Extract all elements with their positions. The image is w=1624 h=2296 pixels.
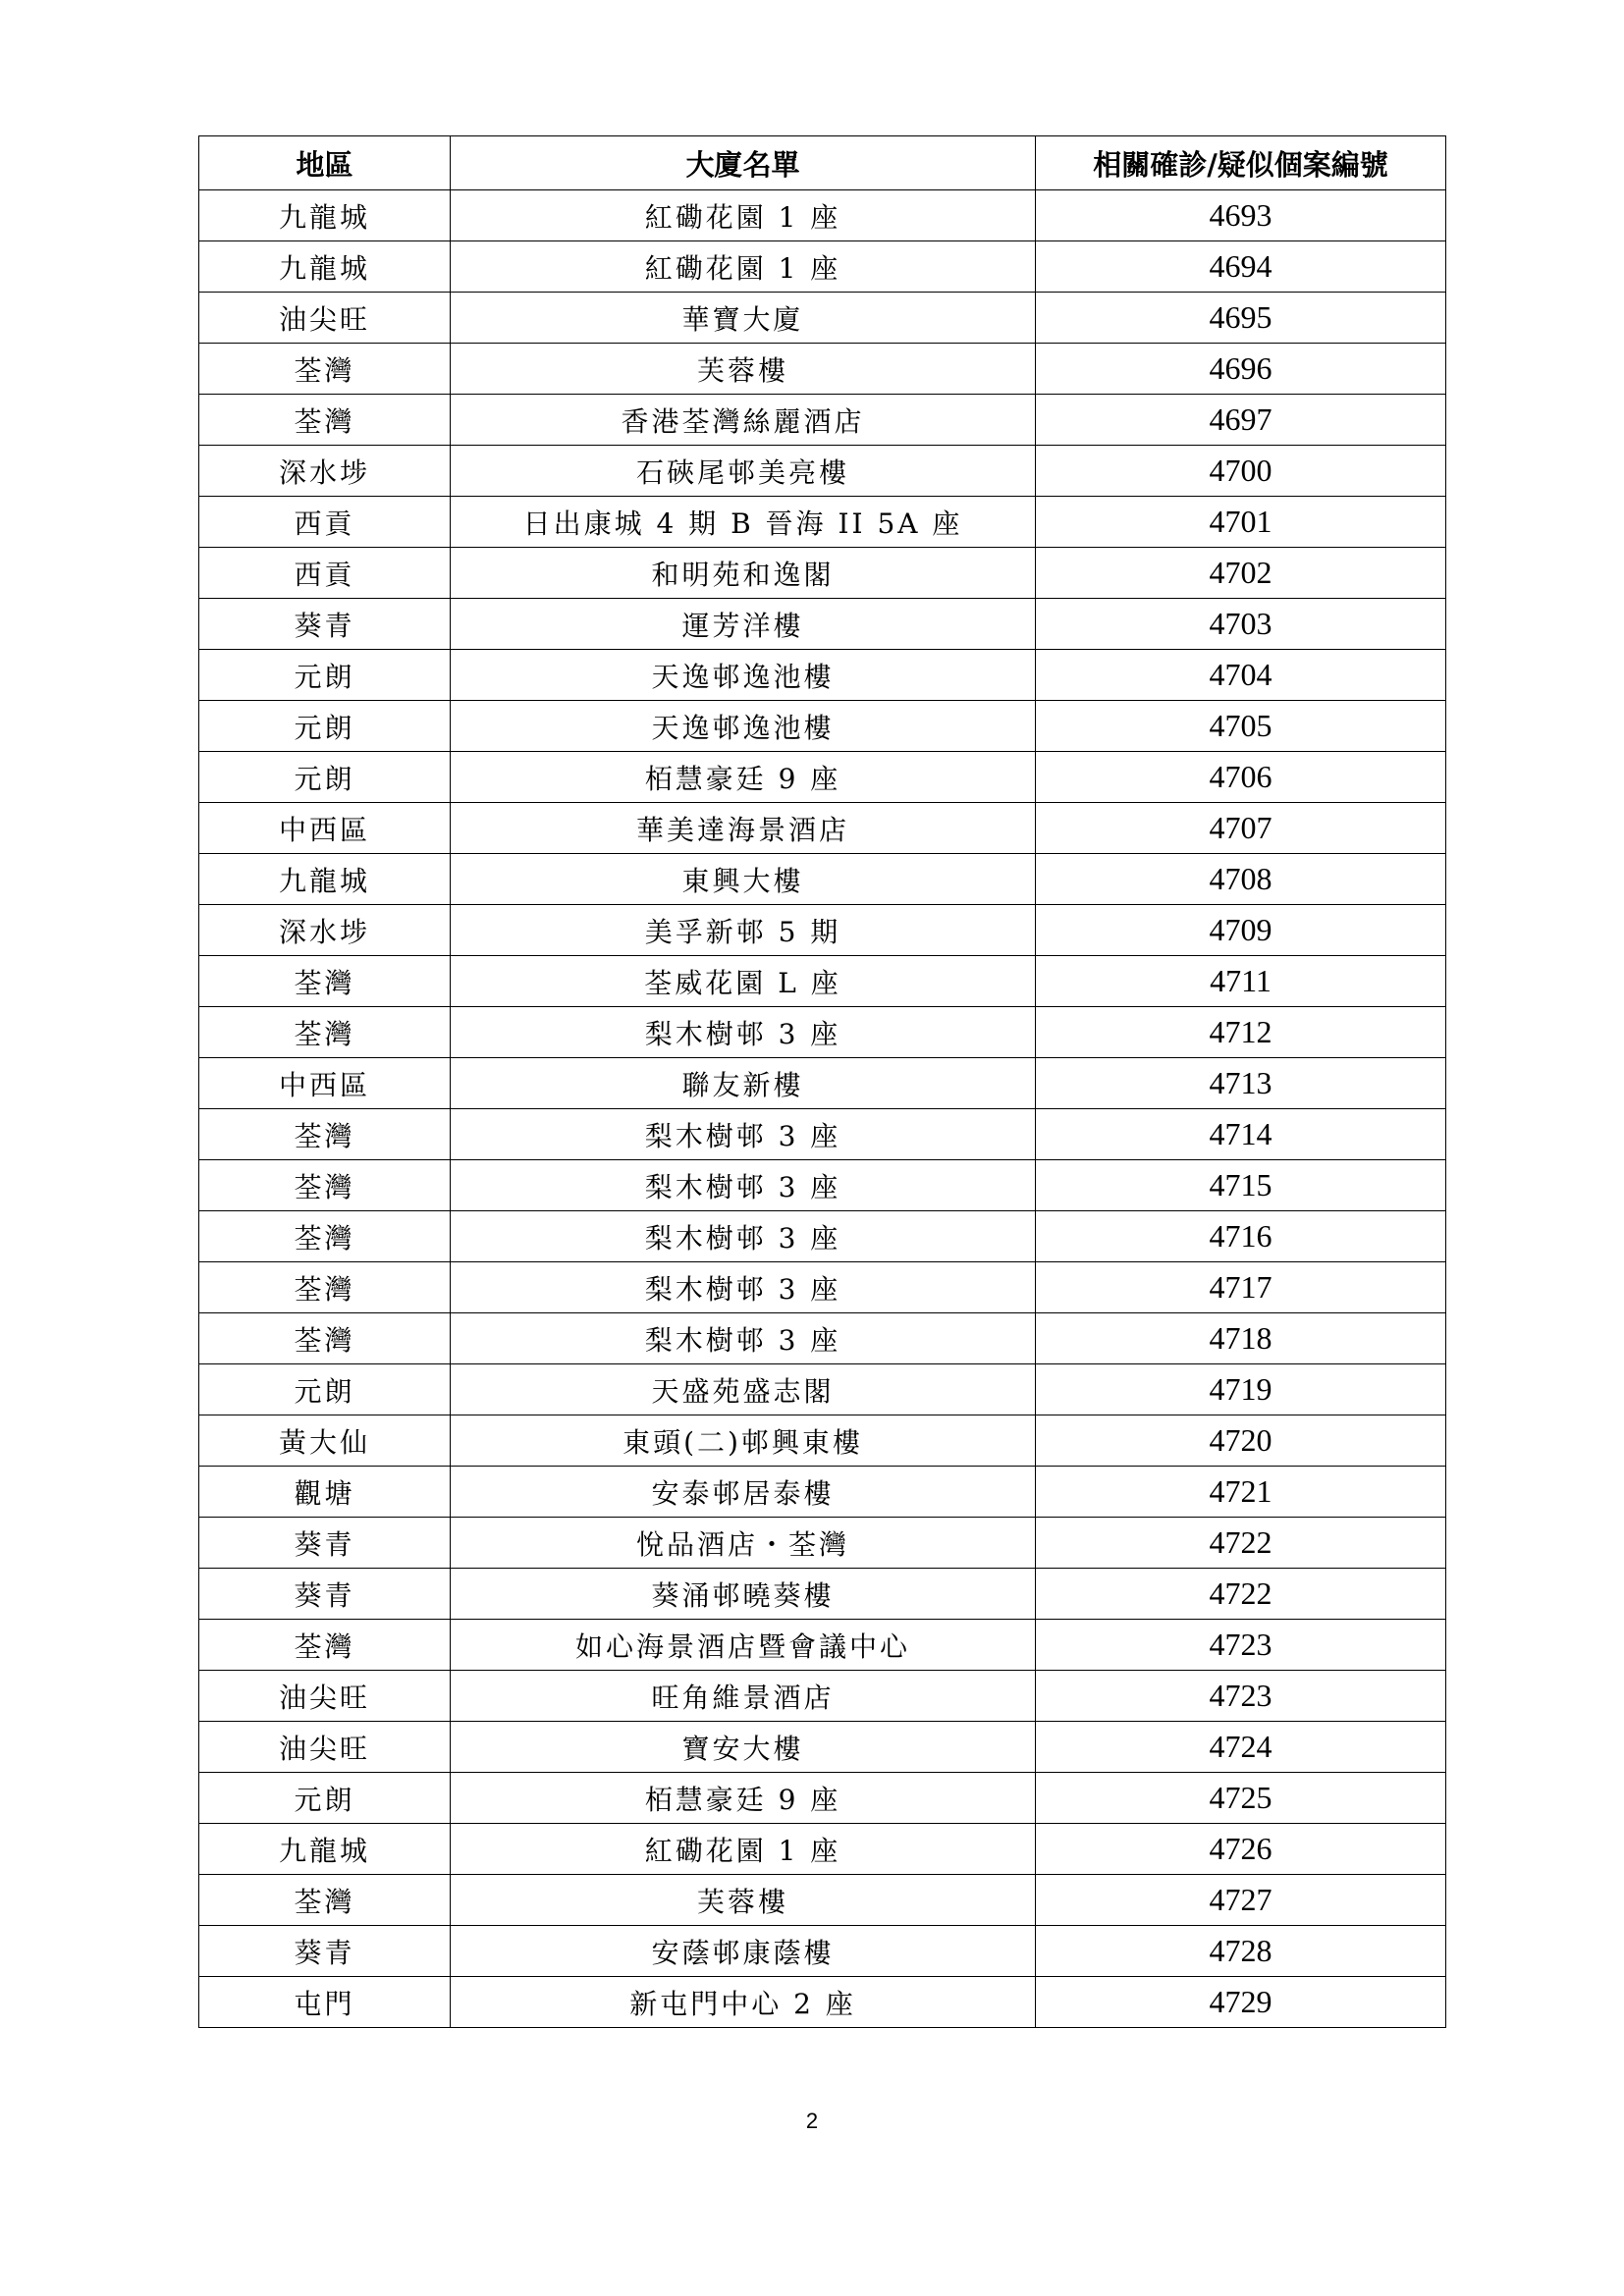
table-row (199, 446, 1446, 497)
cell-case-number: 4702 (1036, 548, 1446, 599)
cell-case-number: 4729 (1036, 1977, 1446, 2028)
cell-case-number: 4725 (1036, 1773, 1446, 1824)
cell-district: 元朗 (199, 701, 451, 752)
table-row (199, 241, 1446, 293)
table-header-row (199, 136, 1446, 190)
cell-building: 天逸邨逸池樓 (451, 650, 1036, 701)
cell-building: 紅磡花園 1 座 (451, 241, 1036, 293)
cell-building: 梨木樹邨 3 座 (451, 1007, 1036, 1058)
cell-district: 觀塘 (199, 1467, 451, 1518)
cell-district: 西貢 (199, 548, 451, 599)
cell-case-number: 4705 (1036, 701, 1446, 752)
cell-building: 梨木樹邨 3 座 (451, 1262, 1036, 1313)
cell-case-number: 4719 (1036, 1364, 1446, 1415)
cell-district: 荃灣 (199, 344, 451, 395)
cell-case-number: 4717 (1036, 1262, 1446, 1313)
table-row (199, 1364, 1446, 1415)
cell-district: 葵青 (199, 599, 451, 650)
cell-district: 油尖旺 (199, 293, 451, 344)
cell-district: 九龍城 (199, 241, 451, 293)
cell-case-number: 4727 (1036, 1875, 1446, 1926)
cell-district: 油尖旺 (199, 1671, 451, 1722)
table-row (199, 701, 1446, 752)
cell-district: 元朗 (199, 1773, 451, 1824)
cell-case-number: 4716 (1036, 1211, 1446, 1262)
cell-building: 運芳洋樓 (451, 599, 1036, 650)
cell-case-number: 4722 (1036, 1518, 1446, 1569)
cell-case-number: 4726 (1036, 1824, 1446, 1875)
cell-case-number: 4707 (1036, 803, 1446, 854)
cell-building: 安蔭邨康蔭樓 (451, 1926, 1036, 1977)
cell-building: 芙蓉樓 (451, 344, 1036, 395)
cell-building: 荃威花園 L 座 (451, 956, 1036, 1007)
table-row (199, 497, 1446, 548)
cell-district: 荃灣 (199, 1313, 451, 1364)
table-row (199, 650, 1446, 701)
cell-district: 九龍城 (199, 854, 451, 905)
cell-building: 天逸邨逸池樓 (451, 701, 1036, 752)
table-row (199, 1875, 1446, 1926)
table-row (199, 344, 1446, 395)
cell-district: 葵青 (199, 1518, 451, 1569)
table-row (199, 803, 1446, 854)
cell-case-number: 4709 (1036, 905, 1446, 956)
table-row (199, 1007, 1446, 1058)
cell-building: 梨木樹邨 3 座 (451, 1313, 1036, 1364)
table-row (199, 1415, 1446, 1467)
table-row (199, 854, 1446, 905)
cell-case-number: 4701 (1036, 497, 1446, 548)
cell-case-number: 4695 (1036, 293, 1446, 344)
cell-case-number: 4694 (1036, 241, 1446, 293)
cell-building: 石硤尾邨美亮樓 (451, 446, 1036, 497)
cell-district: 九龍城 (199, 1824, 451, 1875)
table-row (199, 1773, 1446, 1824)
cell-building: 栢慧豪廷 9 座 (451, 752, 1036, 803)
cell-case-number: 4696 (1036, 344, 1446, 395)
cell-case-number: 4723 (1036, 1671, 1446, 1722)
cell-district: 元朗 (199, 650, 451, 701)
cell-district: 元朗 (199, 752, 451, 803)
cell-building: 東興大樓 (451, 854, 1036, 905)
cell-district: 荃灣 (199, 1109, 451, 1160)
table-row (199, 599, 1446, 650)
cell-district: 油尖旺 (199, 1722, 451, 1773)
cell-building: 悅品酒店・荃灣 (451, 1518, 1036, 1569)
table-row (199, 1518, 1446, 1569)
table-row (199, 1211, 1446, 1262)
table-row (199, 1058, 1446, 1109)
cell-building: 東頭(二)邨興東樓 (451, 1415, 1036, 1467)
cell-case-number: 4722 (1036, 1569, 1446, 1620)
cell-case-number: 4721 (1036, 1467, 1446, 1518)
cell-building: 安泰邨居泰樓 (451, 1467, 1036, 1518)
table-row (199, 956, 1446, 1007)
cell-case-number: 4693 (1036, 190, 1446, 241)
cell-case-number: 4704 (1036, 650, 1446, 701)
cell-district: 荃灣 (199, 1211, 451, 1262)
cell-case-number: 4715 (1036, 1160, 1446, 1211)
cell-case-number: 4724 (1036, 1722, 1446, 1773)
table-row (199, 1160, 1446, 1211)
cell-district: 元朗 (199, 1364, 451, 1415)
table-row (199, 395, 1446, 446)
cell-building: 梨木樹邨 3 座 (451, 1109, 1036, 1160)
table-row (199, 1926, 1446, 1977)
cell-district: 深水埗 (199, 446, 451, 497)
table-row (199, 190, 1446, 241)
cell-district: 荃灣 (199, 1875, 451, 1926)
cell-case-number: 4718 (1036, 1313, 1446, 1364)
table-row (199, 1722, 1446, 1773)
table-row (199, 548, 1446, 599)
cell-district: 荃灣 (199, 956, 451, 1007)
cell-district: 荃灣 (199, 1262, 451, 1313)
table-body (199, 190, 1446, 2028)
table-row (199, 1977, 1446, 2028)
cell-district: 葵青 (199, 1569, 451, 1620)
cell-district: 葵青 (199, 1926, 451, 1977)
table-row (199, 1671, 1446, 1722)
cell-building: 梨木樹邨 3 座 (451, 1160, 1036, 1211)
cell-building: 旺角維景酒店 (451, 1671, 1036, 1722)
cell-district: 西貢 (199, 497, 451, 548)
header-building: 大廈名單 (451, 136, 1036, 190)
cell-district: 九龍城 (199, 190, 451, 241)
cell-building: 紅磡花園 1 座 (451, 1824, 1036, 1875)
table-row (199, 1467, 1446, 1518)
cell-district: 黃大仙 (199, 1415, 451, 1467)
cell-case-number: 4708 (1036, 854, 1446, 905)
cell-building: 葵涌邨曉葵樓 (451, 1569, 1036, 1620)
cell-district: 荃灣 (199, 395, 451, 446)
cell-case-number: 4700 (1036, 446, 1446, 497)
table-row (199, 1109, 1446, 1160)
cell-building: 香港荃灣絲麗酒店 (451, 395, 1036, 446)
cell-district: 荃灣 (199, 1620, 451, 1671)
cell-case-number: 4714 (1036, 1109, 1446, 1160)
cell-case-number: 4697 (1036, 395, 1446, 446)
cell-building: 華寶大廈 (451, 293, 1036, 344)
cell-building: 華美達海景酒店 (451, 803, 1036, 854)
cell-case-number: 4713 (1036, 1058, 1446, 1109)
header-district: 地區 (199, 136, 451, 190)
cell-building: 如心海景酒店暨會議中心 (451, 1620, 1036, 1671)
cell-building: 日出康城 4 期 B 晉海 II 5A 座 (451, 497, 1036, 548)
cell-building: 美孚新邨 5 期 (451, 905, 1036, 956)
table-row (199, 1313, 1446, 1364)
cell-building: 紅磡花園 1 座 (451, 190, 1036, 241)
cell-case-number: 4728 (1036, 1926, 1446, 1977)
cell-building: 聯友新樓 (451, 1058, 1036, 1109)
building-list-table (198, 135, 1446, 2028)
table-row (199, 752, 1446, 803)
header-case-number: 相關確診/疑似個案編號 (1036, 136, 1446, 190)
cell-building: 寶安大樓 (451, 1722, 1036, 1773)
cell-building: 梨木樹邨 3 座 (451, 1211, 1036, 1262)
cell-case-number: 4711 (1036, 956, 1446, 1007)
cell-case-number: 4723 (1036, 1620, 1446, 1671)
cell-district: 深水埗 (199, 905, 451, 956)
cell-district: 屯門 (199, 1977, 451, 2028)
table-row (199, 1569, 1446, 1620)
table-row (199, 1620, 1446, 1671)
cell-building: 栢慧豪廷 9 座 (451, 1773, 1036, 1824)
cell-building: 天盛苑盛志閣 (451, 1364, 1036, 1415)
cell-case-number: 4706 (1036, 752, 1446, 803)
cell-building: 新屯門中心 2 座 (451, 1977, 1036, 2028)
cell-building: 和明苑和逸閣 (451, 548, 1036, 599)
table-row (199, 293, 1446, 344)
table-row (199, 1824, 1446, 1875)
table-row (199, 1262, 1446, 1313)
cell-district: 中西區 (199, 803, 451, 854)
cell-case-number: 4720 (1036, 1415, 1446, 1467)
cell-case-number: 4703 (1036, 599, 1446, 650)
cell-district: 荃灣 (199, 1007, 451, 1058)
cell-district: 荃灣 (199, 1160, 451, 1211)
page-number: 2 (805, 2109, 819, 2133)
cell-case-number: 4712 (1036, 1007, 1446, 1058)
cell-district: 中西區 (199, 1058, 451, 1109)
table-row (199, 905, 1446, 956)
cell-building: 芙蓉樓 (451, 1875, 1036, 1926)
